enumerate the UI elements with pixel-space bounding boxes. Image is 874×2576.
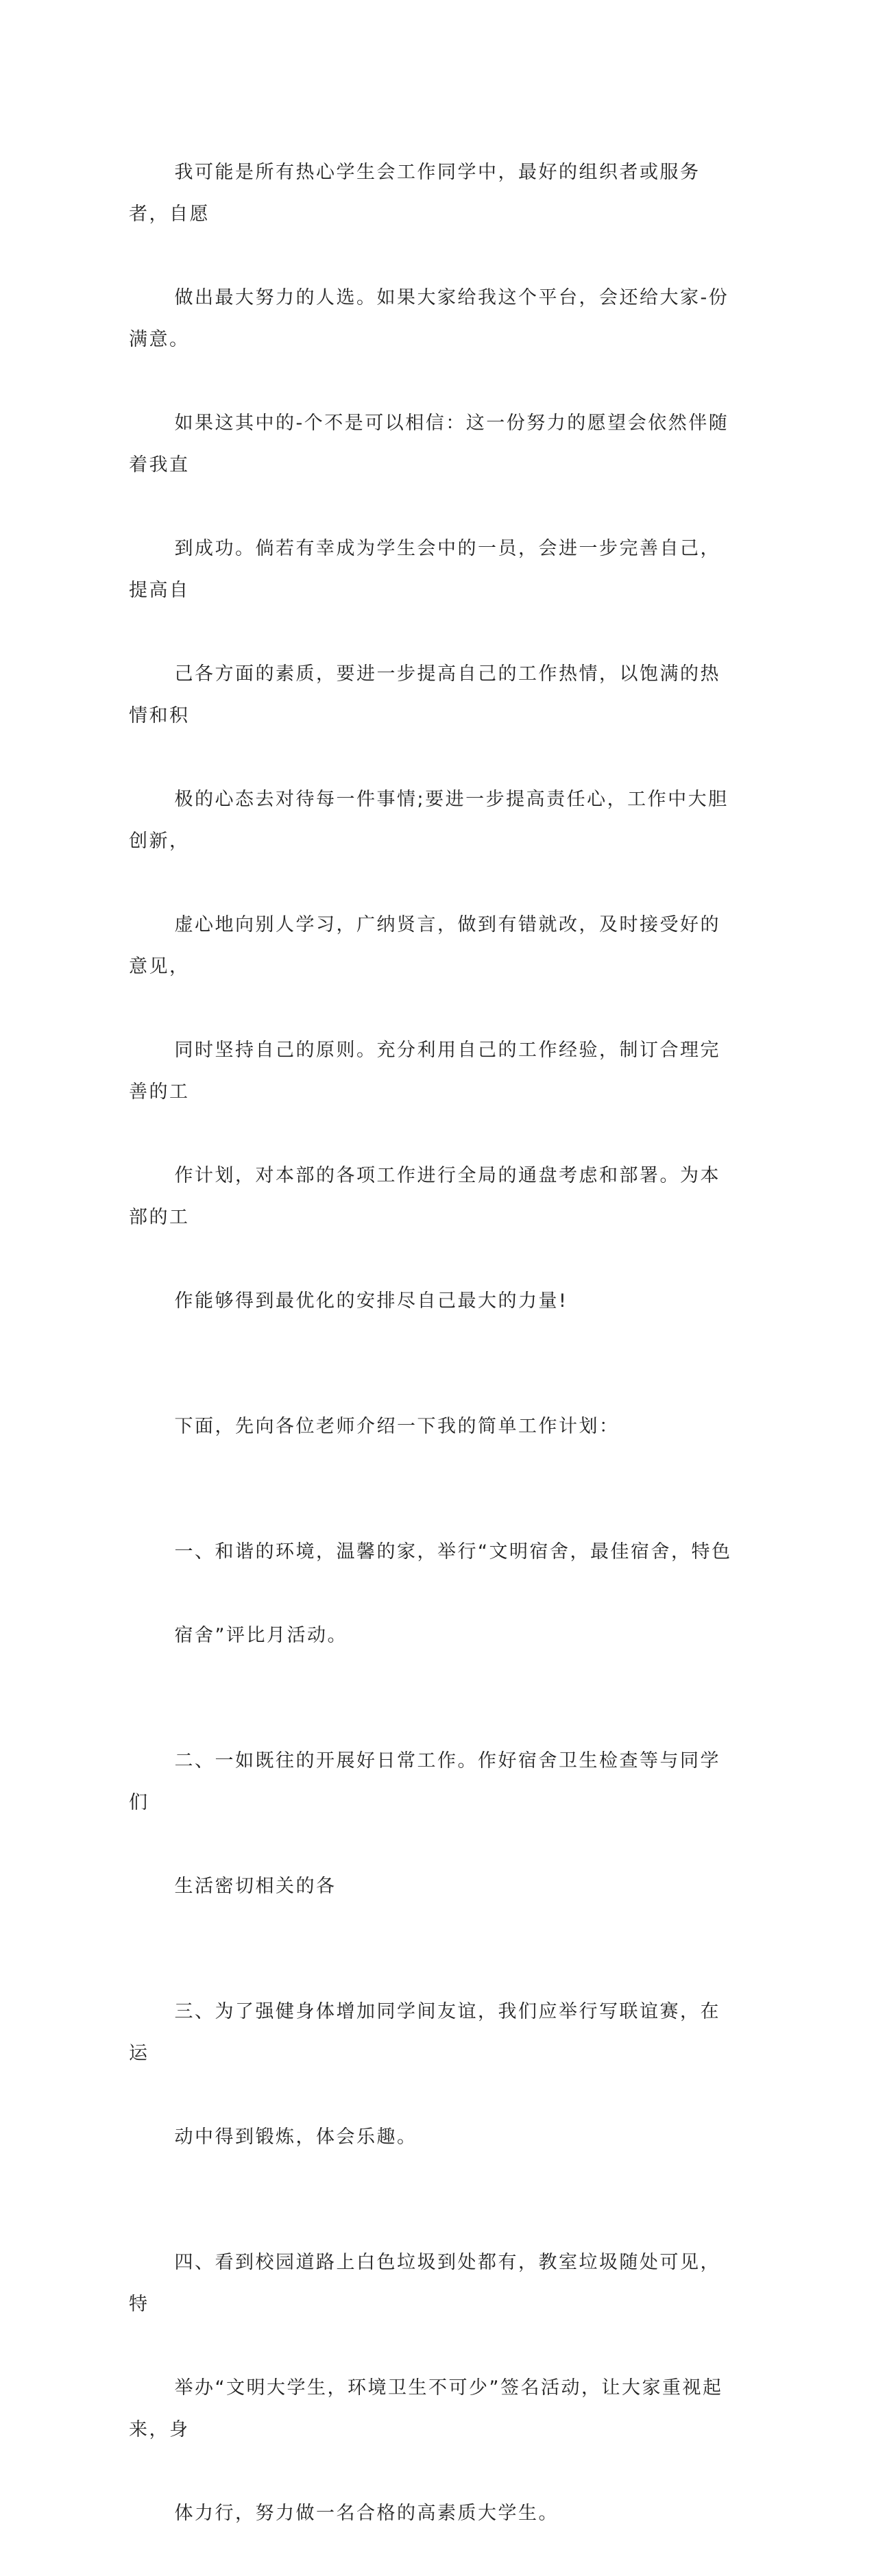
text-line: 如果这其中的-个不是可以相信：这一份努力的愿望会依然伴随着我直 — [129, 413, 729, 476]
paragraph-2 — [129, 1364, 732, 1489]
text-line: 四、看到校园道路上白色垃圾到处都有，教室垃圾随处可见，特 — [129, 2252, 720, 2315]
text-line: 作计划，对本部的各项工作进行全局的通盘考虑和部署。为本部的工 — [129, 1165, 720, 1228]
text-line: 做出最大努力的人选。如果大家给我这个平台，会还给大家-份满意。 — [129, 287, 729, 350]
paragraph-1 — [129, 110, 732, 1364]
text-line: 体力行，努力做一名合格的高素质大学生。 — [174, 2503, 559, 2524]
paragraph-5 — [129, 1949, 732, 2200]
text-line: 虚心地向别人学习，广纳贤言，做到有错就改，及时接受好的意见， — [129, 914, 720, 977]
text-line: 动中得到锻炼，体会乐趣。 — [174, 2126, 417, 2148]
text-line: 宿舍”评比月活动。 — [174, 1625, 348, 1646]
text-line: 作能够得到最优化的安排尽自己最大的力量! — [174, 1290, 568, 1312]
text-line: 二、一如既往的开展好日常工作。作好宿舍卫生检查等与同学们 — [129, 1750, 720, 1813]
text-line: 举办“文明大学生，环境卫生不可少”签名活动，让大家重视起来，身 — [129, 2377, 723, 2440]
text-line: 一、和谐的环境，温馨的家，举行“文明宿舍，最佳宿舍，特色 — [174, 1541, 732, 1562]
text-line: 三、为了强健身体增加同学间友谊，我们应举行写联谊赛，在运 — [129, 2001, 720, 2064]
paragraph-4 — [129, 1698, 732, 1949]
text-line: 到成功。倘若有幸成为学生会中的一员，会进一步完善自己，提高自 — [129, 538, 720, 601]
text-line: 己各方面的素质，要进一步提高自己的工作热情，以饱满的热情和积 — [129, 663, 720, 726]
paragraph-6 — [129, 2200, 732, 2576]
paragraph-3 — [129, 1489, 732, 1698]
text-line: 我可能是所有热心学生会工作同学中，最好的组织者或服务者，自愿 — [129, 162, 701, 225]
text-line: 生活密切相关的各 — [174, 1876, 337, 1897]
text-line: 同时坚持自己的原则。充分利用自己的工作经验，制订合理完善的工 — [129, 1040, 720, 1103]
text-line: 极的心态去对待每一件事情;要进一步提高责任心，工作中大胆创新， — [129, 789, 729, 852]
document-body — [129, 110, 732, 2576]
text-line: 下面，先向各位老师介绍一下我的简单工作计划： — [174, 1416, 620, 1437]
